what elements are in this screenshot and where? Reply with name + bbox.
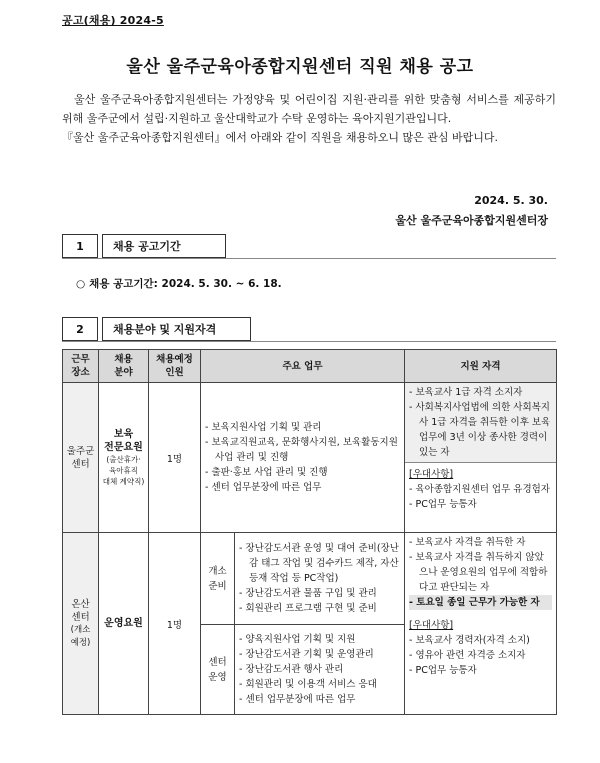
field-cell: 보육 전문요원 (출산휴가· 육아휴직 대체 계약직)	[99, 383, 149, 533]
list-item: - 센터 업무분장에 따른 업무	[205, 482, 322, 493]
header-count: 채용예정 인원	[149, 350, 201, 383]
recruitment-table	[62, 349, 557, 715]
section-header-1	[62, 234, 226, 258]
table-row	[63, 383, 557, 533]
section-label: 채용 공고기간	[102, 234, 226, 258]
list-item: - 회원관리 프로그램 구현 및 준비	[239, 603, 377, 614]
location-cell: 온산 센터 (개소 예정)	[63, 533, 99, 715]
period-text: 채용 공고기간: 2024. 5. 30. ~ 6. 18.	[89, 278, 282, 290]
list-item: - 토요일 종일 근무가 가능한 자	[409, 595, 552, 610]
subcategory-cell: 센터 운영	[201, 625, 235, 715]
list-item: - 장난감도서관 물품 구입 및 관리	[239, 588, 377, 599]
header-duties: 주요 업무	[201, 350, 405, 383]
section-label: 채용분야 및 지원자격	[102, 317, 251, 341]
list-item: - 출판·홍보 사업 관리 및 진행	[205, 467, 328, 478]
list-item: - 보육교사 1급 자격 소지자	[409, 387, 523, 398]
notice-date: 2024. 5. 30.	[474, 194, 548, 207]
list-item: - 보육교사 자격을 취득한 자	[409, 537, 526, 548]
duties-cell	[235, 533, 405, 625]
quals-cell	[405, 383, 557, 533]
circle-bullet-icon: ○	[76, 278, 86, 290]
organization-head: 울산 울주군육아종합지원센터장	[395, 214, 548, 227]
section-number: 2	[62, 317, 98, 341]
list-item: - PC업무 능통자	[409, 665, 477, 676]
section-header-2	[62, 317, 251, 341]
field-cell: 운영요원	[99, 533, 149, 715]
section-divider	[62, 341, 556, 342]
table-row	[63, 533, 557, 625]
intro-paragraph-2: 『울산 울주군육아종합지원센터』에서 아래와 같이 직원을 채용하오니 많은 관심 바랍니다.	[62, 131, 499, 144]
list-item: - 회원관리 및 이용객 서비스 응대	[239, 679, 377, 690]
count-cell: 1명	[149, 533, 201, 715]
required-quals	[405, 383, 556, 463]
intro-paragraph-1: 울산 울주군육아종합지원센터는 가정양육 및 어린이집 지원·관리를 위한 맞춤형 서비스를 제공하기 위해 울주군에서 설립·지원하고 울산대학교가 수탁 운영하는 육아지원기관입니다.	[62, 93, 556, 125]
preferred-title: [우대사항]	[409, 469, 454, 480]
intro-text	[62, 90, 556, 147]
list-item: - 보육지원사업 기획 및 관리	[205, 422, 322, 433]
header-field: 채용 분야	[99, 350, 149, 383]
duties-cell	[201, 383, 405, 533]
period-line	[76, 276, 282, 291]
list-item: - 영유아 관련 자격증 소지자	[409, 650, 526, 661]
list-item: - PC업무 능통자	[409, 499, 477, 510]
list-item: - 사회복지사업법에 의한 사회복지사 1급 자격을 취득한 이후 보육업무에 3년 이상 종사한 경력이 있는 자	[409, 402, 551, 458]
page-title: 울산 울주군육아종합지원센터 직원 채용 공고	[126, 57, 474, 77]
list-item: - 육아종합지원센터 업무 유경험자	[409, 484, 550, 495]
list-item: - 양육지원사업 기획 및 지원	[239, 634, 356, 645]
table-header-row	[63, 350, 557, 383]
list-item: - 보육교사 자격을 취득하지 않았으나 운영요원의 업무에 적합하다고 판단되는 자	[409, 552, 548, 593]
section-number: 1	[62, 234, 98, 258]
subcategory-cell: 개소 준비	[201, 533, 235, 625]
preferred-title: [우대사항]	[409, 620, 454, 631]
duties-cell	[235, 625, 405, 715]
header-location: 근무 장소	[63, 350, 99, 383]
list-item: - 보육교직원교육, 문화행사지원, 보육활동지원 사업 관리 및 진행	[205, 437, 398, 463]
list-item: - 장난감도서관 운영 및 대여 준비(장난감 태그 작업 및 검수카드 제작, 자산등재 작업 등 PC작업)	[239, 543, 399, 584]
header-quals: 지원 자격	[405, 350, 557, 383]
list-item: - 보육교사 경력자(자격 소지)	[409, 635, 530, 646]
list-item: - 장난감도서관 기획 및 운영관리	[239, 649, 374, 660]
notice-number: 공고(채용) 2024-5	[62, 14, 164, 27]
list-item: - 장난감도서관 행사 관리	[239, 664, 344, 675]
section-divider	[62, 258, 556, 259]
count-cell: 1명	[149, 383, 201, 533]
list-item: - 센터 업무분장에 따른 업무	[239, 694, 356, 705]
quals-cell	[405, 533, 557, 715]
location-cell: 울주군 센터	[63, 383, 99, 533]
